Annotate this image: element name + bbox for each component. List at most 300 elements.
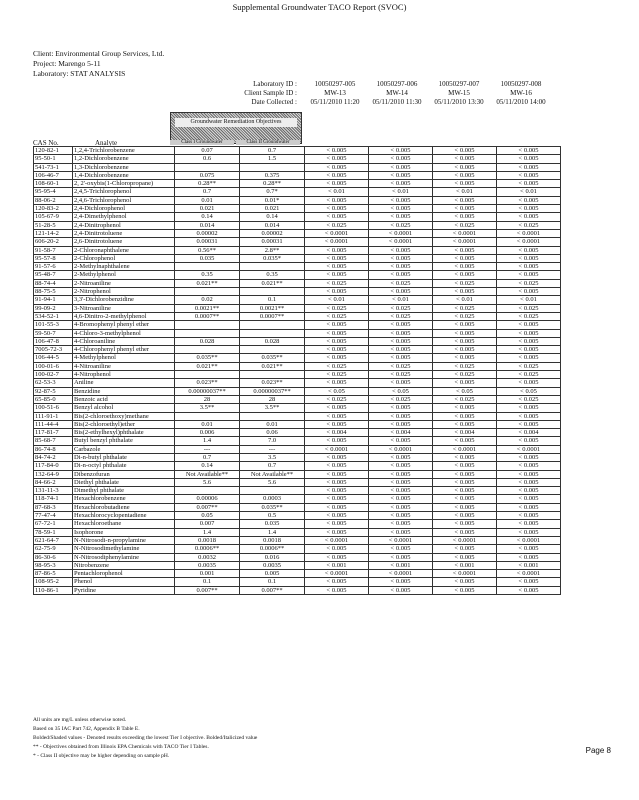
- class1-cell: 1.4: [175, 437, 240, 445]
- sample-client-id: MW-13: [324, 89, 346, 97]
- cas-cell: 62-75-9: [34, 545, 73, 553]
- analyte-cell: 4-Chloroaniline: [73, 337, 175, 345]
- class2-cell: 0.035*: [240, 254, 305, 262]
- class1-cell: [175, 371, 240, 379]
- cas-cell: 117-81-7: [34, 429, 73, 437]
- class2-cell: 0.35: [240, 271, 305, 279]
- mw14-cell: < 0.005: [369, 354, 433, 362]
- sample-client-id: MW-14: [386, 89, 408, 97]
- mw16-cell: < 0.0001: [497, 570, 561, 578]
- cas-cell: 120-82-1: [34, 147, 73, 155]
- mw16-cell: < 0.0001: [497, 536, 561, 544]
- mw15-cell: < 0.005: [433, 263, 497, 271]
- mw13-cell: < 0.01: [305, 188, 369, 196]
- class1-cell: 0.14: [175, 213, 240, 221]
- analyte-cell: Dibenzofuran: [73, 470, 175, 478]
- report-title: Supplemental Groundwater TACO Report (SVOC): [232, 2, 407, 12]
- class1-cell: 0.00002: [175, 229, 240, 237]
- mw14-cell: < 0.005: [369, 487, 433, 495]
- mw13-cell: < 0.005: [305, 321, 369, 329]
- analyte-cell: 2,4-Dinitrotoluene: [73, 229, 175, 237]
- analyte-cell: Carbazole: [73, 445, 175, 453]
- mw14-cell: < 0.005: [369, 437, 433, 445]
- class1-cell: 0.007: [175, 520, 240, 528]
- mw13-cell: < 0.005: [305, 512, 369, 520]
- mw14-cell: < 0.005: [369, 512, 433, 520]
- class1-cell: Not Available**: [175, 470, 240, 478]
- mw14-cell: < 0.005: [369, 337, 433, 345]
- class1-cell: 0.07: [175, 147, 240, 155]
- table-row: [34, 238, 561, 246]
- mw14-cell: < 0.025: [369, 362, 433, 370]
- class2-cell: 0.00002: [240, 229, 305, 237]
- cas-cell: 111-44-4: [34, 420, 73, 428]
- class2-cell: 0.035**: [240, 354, 305, 362]
- table-row: [34, 337, 561, 345]
- mw15-cell: < 0.005: [433, 163, 497, 171]
- mw14-cell: < 0.005: [369, 379, 433, 387]
- cas-cell: 87-86-5: [34, 570, 73, 578]
- class1-cell: 0.0006**: [175, 545, 240, 553]
- table-row: [34, 387, 561, 395]
- sample-id-label: Client Sample ID :: [244, 89, 297, 97]
- mw13-cell: < 0.025: [305, 362, 369, 370]
- mw13-cell: < 0.005: [305, 470, 369, 478]
- class1-header: Class I Groundwater: [170, 140, 234, 145]
- cas-cell: 84-74-2: [34, 453, 73, 461]
- analyte-cell: 1,4-Dichlorobenzene: [73, 171, 175, 179]
- table-row: [34, 487, 561, 495]
- mw13-cell: < 0.005: [305, 462, 369, 470]
- mw16-cell: < 0.01: [497, 296, 561, 304]
- mw16-cell: < 0.005: [497, 379, 561, 387]
- mw14-cell: < 0.005: [369, 163, 433, 171]
- table-row: [34, 246, 561, 254]
- class2-cell: 5.6: [240, 478, 305, 486]
- mw15-cell: < 0.025: [433, 312, 497, 320]
- analyte-cell: Hexachloroethane: [73, 520, 175, 528]
- mw14-cell: < 0.005: [369, 171, 433, 179]
- mw13-cell: < 0.0001: [305, 229, 369, 237]
- mw15-cell: < 0.005: [433, 288, 497, 296]
- mw13-cell: < 0.005: [305, 545, 369, 553]
- cas-cell: 120-83-2: [34, 205, 73, 213]
- cas-cell: 534-52-1: [34, 312, 73, 320]
- class1-cell: 0.1: [175, 578, 240, 586]
- class2-cell: 0.028: [240, 337, 305, 345]
- mw13-cell: < 0.005: [305, 503, 369, 511]
- class1-cell: 0.02: [175, 296, 240, 304]
- class2-cell: 7.0: [240, 437, 305, 445]
- class2-cell: 0.28**: [240, 180, 305, 188]
- analyte-cell: Bis(2-ethylhexyl)phthalate: [73, 429, 175, 437]
- table-row: [34, 321, 561, 329]
- class2-cell: 0.14: [240, 213, 305, 221]
- analyte-cell: Isophorone: [73, 528, 175, 536]
- class1-cell: 3.5**: [175, 404, 240, 412]
- class2-cell: Not Available**: [240, 470, 305, 478]
- mw13-cell: < 0.005: [305, 404, 369, 412]
- class1-cell: 0.035: [175, 254, 240, 262]
- mw16-cell: < 0.005: [497, 180, 561, 188]
- mw13-cell: < 0.005: [305, 420, 369, 428]
- mw14-cell: < 0.005: [369, 196, 433, 204]
- cas-cell: 110-86-1: [34, 586, 73, 594]
- table-row: [34, 221, 561, 229]
- sample-date: 05/11/2010 11:20: [310, 98, 360, 106]
- mw13-cell: < 0.005: [305, 478, 369, 486]
- mw15-cell: < 0.005: [433, 205, 497, 213]
- analyte-cell: 4-Methylphenol: [73, 354, 175, 362]
- mw14-cell: < 0.005: [369, 586, 433, 594]
- class1-cell: 0.007**: [175, 586, 240, 594]
- mw14-cell: < 0.005: [369, 520, 433, 528]
- class2-cell: 0.021**: [240, 362, 305, 370]
- class2-cell: [240, 487, 305, 495]
- mw14-cell: < 0.005: [369, 271, 433, 279]
- sample-lab-id: 10050297-005: [314, 80, 356, 88]
- mw14-cell: < 0.005: [369, 254, 433, 262]
- class1-cell: 0.14: [175, 462, 240, 470]
- stamp-text: Groundwater Remediation Objectives: [175, 118, 297, 127]
- table-row: [34, 545, 561, 553]
- class1-cell: ---: [175, 445, 240, 453]
- mw16-cell: < 0.025: [497, 304, 561, 312]
- class2-cell: 0.1: [240, 578, 305, 586]
- analyte-cell: Benzidine: [73, 387, 175, 395]
- mw15-cell: < 0.005: [433, 420, 497, 428]
- mw15-cell: < 0.005: [433, 379, 497, 387]
- table-row: [34, 512, 561, 520]
- class2-cell: 0.016: [240, 553, 305, 561]
- table-row: [34, 520, 561, 528]
- table-row: [34, 462, 561, 470]
- cas-cell: 88-06-2: [34, 196, 73, 204]
- class1-cell: 0.0007**: [175, 312, 240, 320]
- class2-cell: 0.5: [240, 512, 305, 520]
- class1-cell: 0.0021**: [175, 304, 240, 312]
- mw15-cell: < 0.005: [433, 321, 497, 329]
- cas-cell: 91-94-1: [34, 296, 73, 304]
- class2-cell: 0.01*: [240, 196, 305, 204]
- mw13-cell: < 0.005: [305, 453, 369, 461]
- analyte-cell: 4-Nitroaniline: [73, 362, 175, 370]
- analyte-column-header: Analyte: [95, 139, 118, 147]
- analyte-cell: 2,6-Dinitrotoluene: [73, 238, 175, 246]
- analyte-cell: 2-Chloronaphthalene: [73, 246, 175, 254]
- table-row: [34, 478, 561, 486]
- table-row: [34, 312, 561, 320]
- mw14-cell: < 0.005: [369, 478, 433, 486]
- cas-cell: 95-48-7: [34, 271, 73, 279]
- mw15-cell: < 0.005: [433, 487, 497, 495]
- mw13-cell: < 0.025: [305, 395, 369, 403]
- table-row: [34, 371, 561, 379]
- cas-cell: 86-74-8: [34, 445, 73, 453]
- mw13-cell: < 0.025: [305, 371, 369, 379]
- sample-lab-id: 10050297-007: [438, 80, 480, 88]
- cas-cell: 7005-72-3: [34, 346, 73, 354]
- mw15-cell: < 0.005: [433, 171, 497, 179]
- class2-cell: 0.007**: [240, 586, 305, 594]
- mw15-cell: < 0.005: [433, 412, 497, 420]
- class1-cell: 0.028: [175, 337, 240, 345]
- mw14-cell: < 0.005: [369, 147, 433, 155]
- mw13-cell: < 0.005: [305, 437, 369, 445]
- mw15-cell: < 0.005: [433, 578, 497, 586]
- mw14-cell: < 0.0001: [369, 238, 433, 246]
- class2-cell: 0.00031: [240, 238, 305, 246]
- mw14-cell: < 0.005: [369, 462, 433, 470]
- class1-cell: 0.6: [175, 155, 240, 163]
- mw16-cell: < 0.005: [497, 520, 561, 528]
- mw15-cell: < 0.0001: [433, 570, 497, 578]
- table-row: [34, 445, 561, 453]
- mw14-cell: < 0.0001: [369, 570, 433, 578]
- mw16-cell: < 0.005: [497, 147, 561, 155]
- cas-cell: 106-47-8: [34, 337, 73, 345]
- class2-cell: 0.0003: [240, 495, 305, 503]
- footnote: ** - Objectives obtained from Illinois EPA Chemicals with TACO Tier I Tables.: [33, 744, 209, 750]
- class2-cell: [240, 321, 305, 329]
- mw16-cell: < 0.025: [497, 395, 561, 403]
- mw15-cell: < 0.005: [433, 254, 497, 262]
- mw13-cell: < 0.005: [305, 205, 369, 213]
- analyte-cell: 2-Methylnaphthalene: [73, 263, 175, 271]
- class2-cell: 0.023**: [240, 379, 305, 387]
- cas-cell: 78-59-1: [34, 528, 73, 536]
- analyte-cell: 1,3-Dichlorobenzene: [73, 163, 175, 171]
- mw14-cell: < 0.005: [369, 420, 433, 428]
- mw14-cell: < 0.0001: [369, 536, 433, 544]
- analyte-cell: Diethyl phthalate: [73, 478, 175, 486]
- analyte-cell: Pyridine: [73, 586, 175, 594]
- mw16-cell: < 0.005: [497, 478, 561, 486]
- mw13-cell: < 0.005: [305, 329, 369, 337]
- mw15-cell: < 0.025: [433, 362, 497, 370]
- mw15-cell: < 0.005: [433, 495, 497, 503]
- cas-cell: 91-57-6: [34, 263, 73, 271]
- cas-cell: 99-09-2: [34, 304, 73, 312]
- mw16-cell: < 0.005: [497, 263, 561, 271]
- class2-cell: 28: [240, 395, 305, 403]
- mw16-cell: < 0.005: [497, 528, 561, 536]
- class2-cell: 0.375: [240, 171, 305, 179]
- class2-cell: 0.0007**: [240, 312, 305, 320]
- cas-cell: 85-68-7: [34, 437, 73, 445]
- mw13-cell: < 0.005: [305, 520, 369, 528]
- page-number: Page 8: [585, 746, 611, 755]
- mw16-cell: < 0.005: [497, 553, 561, 561]
- class1-cell: 0.0018: [175, 536, 240, 544]
- analyte-cell: Aniline: [73, 379, 175, 387]
- table-row: [34, 163, 561, 171]
- analyte-cell: Hexachlorocyclopentadiene: [73, 512, 175, 520]
- analyte-cell: 2-Chlorophenol: [73, 254, 175, 262]
- sample-lab-id: 10050297-006: [376, 80, 418, 88]
- mw13-cell: < 0.004: [305, 429, 369, 437]
- cas-cell: 100-51-6: [34, 404, 73, 412]
- cas-cell: 117-84-0: [34, 462, 73, 470]
- mw14-cell: < 0.01: [369, 188, 433, 196]
- analyte-cell: 4-Nitrophenol: [73, 371, 175, 379]
- table-row: [34, 395, 561, 403]
- table-row: [34, 196, 561, 204]
- class1-cell: 0.00031: [175, 238, 240, 246]
- mw14-cell: < 0.0001: [369, 445, 433, 453]
- analyte-cell: 2-Methylphenol: [73, 271, 175, 279]
- mw16-cell: < 0.025: [497, 371, 561, 379]
- class2-cell: 0.06: [240, 429, 305, 437]
- analyte-cell: Hexachlorobutadiene: [73, 503, 175, 511]
- mw16-cell: < 0.005: [497, 462, 561, 470]
- analyte-cell: Dimethyl phthalate: [73, 487, 175, 495]
- mw13-cell: < 0.005: [305, 155, 369, 163]
- cas-cell: 59-50-7: [34, 329, 73, 337]
- mw15-cell: < 0.005: [433, 512, 497, 520]
- mw14-cell: < 0.01: [369, 296, 433, 304]
- mw16-cell: < 0.005: [497, 254, 561, 262]
- mw15-cell: < 0.0001: [433, 445, 497, 453]
- analyte-cell: Benzoic acid: [73, 395, 175, 403]
- class2-cell: 0.7*: [240, 188, 305, 196]
- mw14-cell: < 0.005: [369, 553, 433, 561]
- mw14-cell: < 0.005: [369, 503, 433, 511]
- mw16-cell: < 0.005: [497, 288, 561, 296]
- analyte-cell: 2,4-Dinitrophenol: [73, 221, 175, 229]
- cas-cell: 108-95-2: [34, 578, 73, 586]
- mw15-cell: < 0.01: [433, 296, 497, 304]
- mw14-cell: < 0.025: [369, 395, 433, 403]
- table-row: [34, 553, 561, 561]
- mw16-cell: < 0.005: [497, 246, 561, 254]
- mw14-cell: < 0.005: [369, 321, 433, 329]
- table-row: [34, 180, 561, 188]
- cas-cell: 100-02-7: [34, 371, 73, 379]
- mw13-cell: < 0.005: [305, 254, 369, 262]
- analyte-cell: Phenol: [73, 578, 175, 586]
- mw15-cell: < 0.005: [433, 329, 497, 337]
- class1-cell: 0.023**: [175, 379, 240, 387]
- mw14-cell: < 0.005: [369, 545, 433, 553]
- mw13-cell: < 0.005: [305, 553, 369, 561]
- mw16-cell: < 0.0001: [497, 445, 561, 453]
- mw16-cell: < 0.01: [497, 188, 561, 196]
- class1-cell: 0.006: [175, 429, 240, 437]
- mw13-cell: < 0.005: [305, 495, 369, 503]
- table-row: [34, 570, 561, 578]
- mw13-cell: < 0.005: [305, 147, 369, 155]
- cas-cell: 101-55-3: [34, 321, 73, 329]
- mw15-cell: < 0.005: [433, 545, 497, 553]
- mw15-cell: < 0.005: [433, 346, 497, 354]
- project-line: Project: Marengo 5-11: [33, 59, 101, 68]
- mw14-cell: < 0.005: [369, 263, 433, 271]
- class2-cell: [240, 371, 305, 379]
- mw15-cell: < 0.005: [433, 180, 497, 188]
- table-row: [34, 296, 561, 304]
- mw14-cell: < 0.025: [369, 279, 433, 287]
- class2-cell: [240, 329, 305, 337]
- mw15-cell: < 0.005: [433, 437, 497, 445]
- mw16-cell: < 0.005: [497, 213, 561, 221]
- class1-cell: 0.00006: [175, 495, 240, 503]
- mw16-cell: < 0.005: [497, 470, 561, 478]
- mw16-cell: < 0.025: [497, 312, 561, 320]
- table-row: [34, 188, 561, 196]
- sample-lab-id: 10050297-008: [500, 80, 542, 88]
- mw16-cell: < 0.005: [497, 205, 561, 213]
- sample-date: 05/11/2010 14:00: [496, 98, 546, 106]
- table-row: [34, 213, 561, 221]
- analyte-cell: 2,4,6-Trichlorophenol: [73, 196, 175, 204]
- cas-cell: 111-91-1: [34, 412, 73, 420]
- mw14-cell: < 0.005: [369, 288, 433, 296]
- table-row: [34, 171, 561, 179]
- mw14-cell: < 0.005: [369, 470, 433, 478]
- class2-cell: 0.0006**: [240, 545, 305, 553]
- cas-cell: 541-73-1: [34, 163, 73, 171]
- table-row: [34, 354, 561, 362]
- mw16-cell: < 0.005: [497, 329, 561, 337]
- table-row: [34, 263, 561, 271]
- class1-cell: 0.28**: [175, 180, 240, 188]
- class1-cell: 0.014: [175, 221, 240, 229]
- class1-cell: [175, 288, 240, 296]
- mw16-cell: < 0.025: [497, 279, 561, 287]
- cas-cell: 88-74-4: [34, 279, 73, 287]
- class1-cell: 0.56**: [175, 246, 240, 254]
- mw13-cell: < 0.005: [305, 246, 369, 254]
- mw14-cell: < 0.005: [369, 453, 433, 461]
- mw14-cell: < 0.005: [369, 578, 433, 586]
- cas-cell: 62-53-3: [34, 379, 73, 387]
- class2-cell: 0.021**: [240, 279, 305, 287]
- sample-date: 05/11/2010 13:30: [434, 98, 484, 106]
- analyte-cell: 2-Nitrophenol: [73, 288, 175, 296]
- class1-cell: 0.007**: [175, 503, 240, 511]
- class1-cell: 0.0035: [175, 561, 240, 569]
- mw16-cell: < 0.005: [497, 487, 561, 495]
- class1-cell: 0.021: [175, 205, 240, 213]
- mw16-cell: < 0.005: [497, 337, 561, 345]
- cas-cell: 92-87-5: [34, 387, 73, 395]
- analyte-cell: 2,4-Dichlorophenol: [73, 205, 175, 213]
- analyte-cell: 2-Nitroaniline: [73, 279, 175, 287]
- mw14-cell: < 0.001: [369, 561, 433, 569]
- class1-cell: 0.021**: [175, 362, 240, 370]
- mw16-cell: < 0.005: [497, 512, 561, 520]
- table-row: [34, 329, 561, 337]
- class2-cell: 0.7: [240, 462, 305, 470]
- mw14-cell: < 0.025: [369, 221, 433, 229]
- mw15-cell: < 0.005: [433, 271, 497, 279]
- class2-cell: 0.0035: [240, 561, 305, 569]
- mw13-cell: < 0.005: [305, 528, 369, 536]
- mw15-cell: < 0.001: [433, 561, 497, 569]
- mw15-cell: < 0.005: [433, 155, 497, 163]
- table-row: [34, 420, 561, 428]
- class1-cell: 0.035**: [175, 354, 240, 362]
- mw16-cell: < 0.005: [497, 404, 561, 412]
- analyte-cell: Bis(2-chloroethyl)ether: [73, 420, 175, 428]
- class1-cell: 0.05: [175, 512, 240, 520]
- mw14-cell: < 0.005: [369, 346, 433, 354]
- cas-cell: 106-44-5: [34, 354, 73, 362]
- cas-cell: 86-30-6: [34, 553, 73, 561]
- cas-cell: 100-01-6: [34, 362, 73, 370]
- class1-cell: 0.7: [175, 188, 240, 196]
